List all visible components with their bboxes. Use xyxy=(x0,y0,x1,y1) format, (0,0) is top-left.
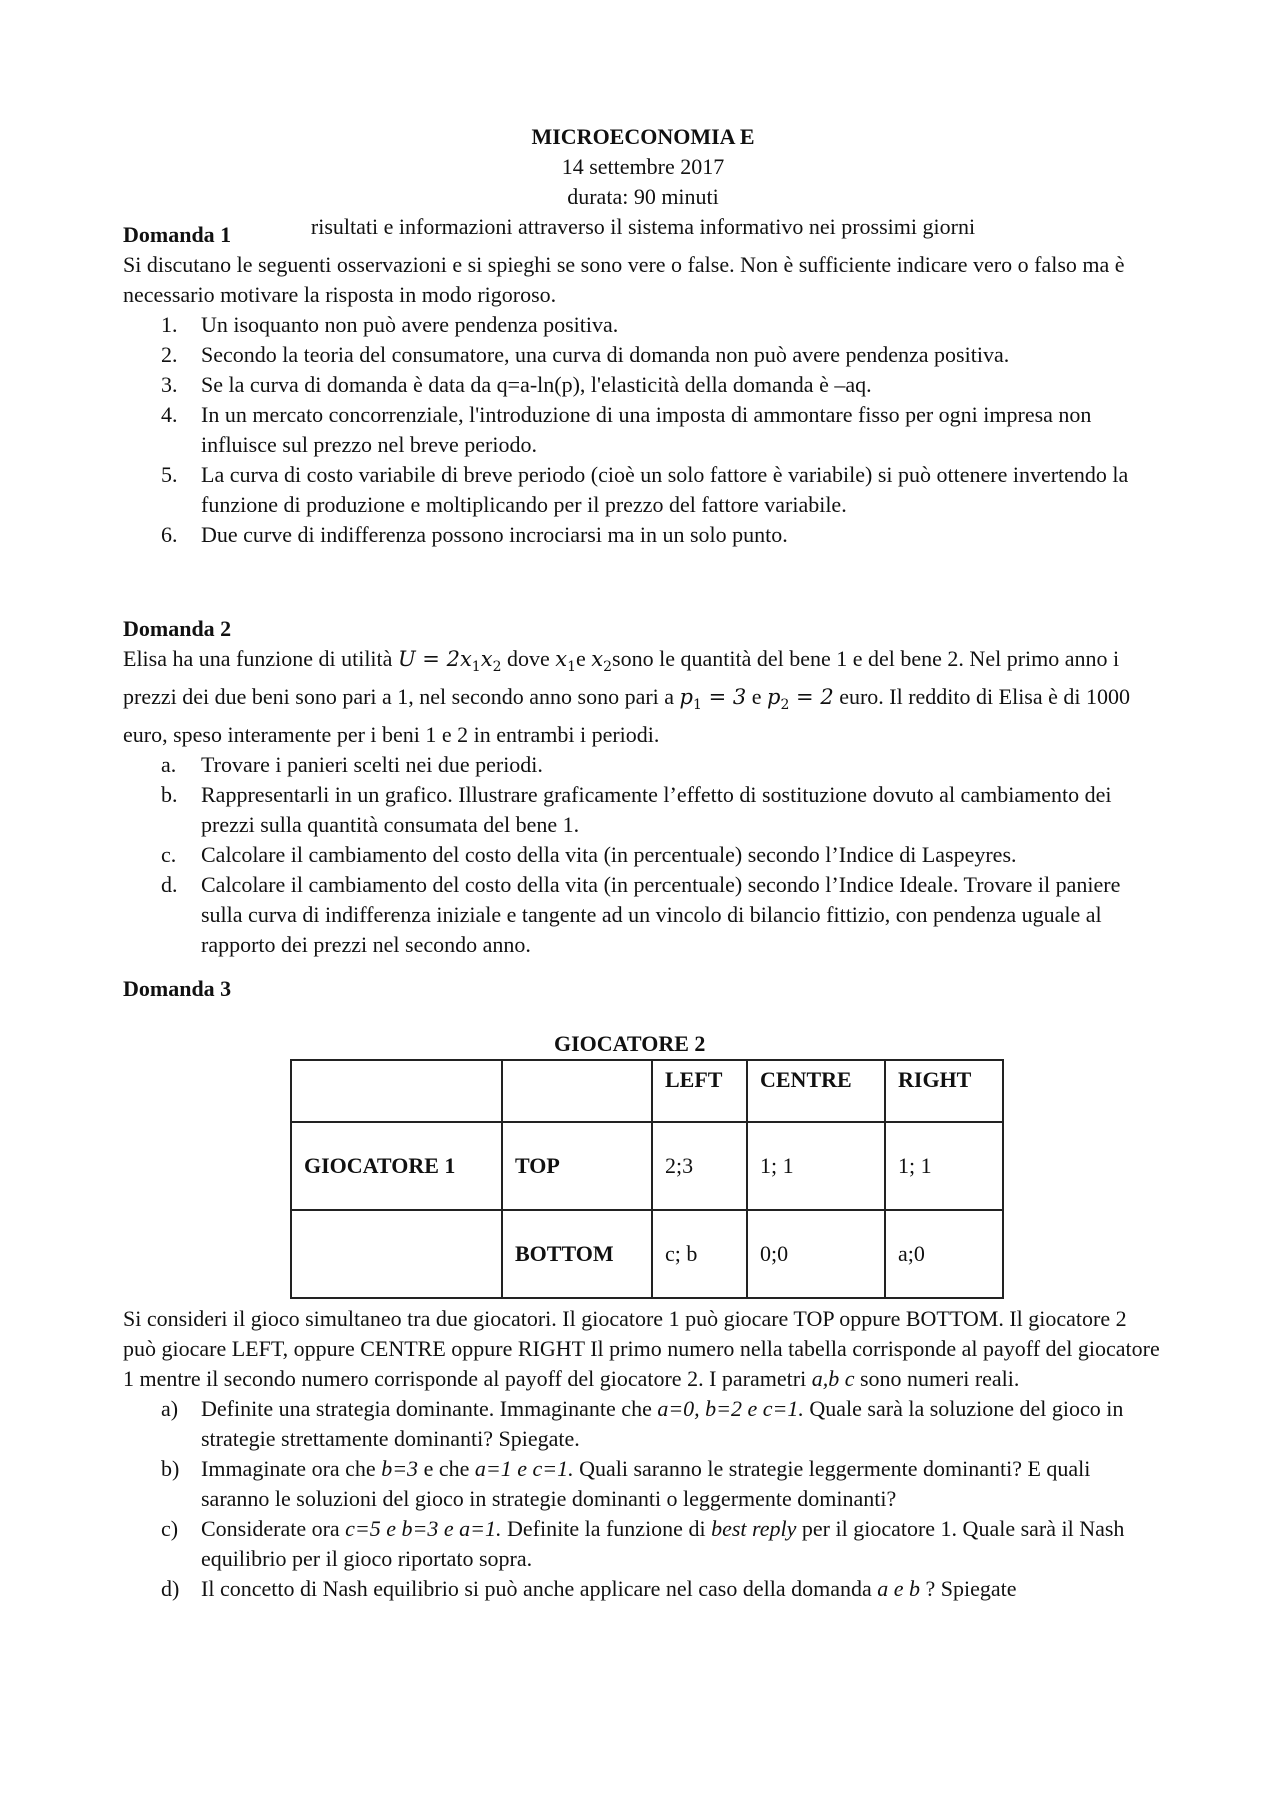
col-left: LEFT xyxy=(652,1060,747,1122)
payoff-cell: c; b xyxy=(652,1210,747,1298)
list-item: 3. Se la curva di domanda è data da q=a-ln(p), l'elasticità della domanda è –aq. xyxy=(161,372,872,397)
question-1-list xyxy=(123,310,1163,550)
list-item: 6. Due curve di indifferenza possono incrociarsi ma in un solo punto. xyxy=(161,522,788,547)
question-2-title: Domanda 2 xyxy=(123,616,232,641)
payoff-table xyxy=(290,1059,1004,1299)
list-item: a) Definite una strategia dominante. Immaginante che a=0, b=2 e c=1. Quale sarà la soluzione del gioco in strategie strettamente dominanti? Spiegate. xyxy=(161,1396,1124,1451)
exam-title: MICROECONOMIA E xyxy=(531,124,755,149)
list-item: b. Rappresentarli in un grafico. Illustrare graficamente l’effetto di sostituzione dovuto al cambiamento dei prezzi sulla quantità consumata del bene 1. xyxy=(161,782,1112,838)
question-1 xyxy=(123,220,1163,550)
list-item: a. Trovare i panieri scelti nei due periodi. xyxy=(161,752,543,778)
question-1-intro: Si discutano le seguenti osservazioni e si spieghi se sono vere o false. Non è sufficiente indicare vero o falso ma è necessario motivare la risposta in modo rigoroso. xyxy=(123,252,1125,307)
question-2 xyxy=(123,614,1163,960)
question-3-intro: Si consideri il gioco simultaneo tra due giocatori. Il giocatore 1 può giocare TOP oppure BOTTOM. Il giocatore 2 può giocare LEFT, oppure CENTRE oppure RIGHT Il primo numero nella tabella corrisponde al payoff del giocatore 1 mentre il secondo numero corrisponde al payoff del giocatore 2. I parametri a,b c sono numeri reali. xyxy=(123,1306,1160,1391)
question-3-body xyxy=(123,1304,1163,1604)
question-3-list xyxy=(123,1394,1163,1604)
exam-date: 14 settembre 2017 xyxy=(561,154,725,179)
list-item: c) Considerate ora c=5 e b=3 e a=1. Definite la funzione di best reply per il giocatore 1. Quale sarà il Nash equilibrio per il gioco riportato sopra. xyxy=(161,1516,1125,1571)
payoff-cell: 0;0 xyxy=(747,1210,885,1298)
row-top-label: TOP xyxy=(502,1122,652,1210)
question-2-list xyxy=(123,750,1163,960)
list-item: d) Il concetto di Nash equilibrio si può anche applicare nel caso della domanda a e b ? Spiegate xyxy=(161,1576,1017,1601)
exam-note: risultati e informazioni attraverso il sistema informativo nei prossimi giorni xyxy=(310,214,976,239)
exam-duration: durata: 90 minuti xyxy=(567,184,719,209)
payoff-cell: 2;3 xyxy=(652,1122,747,1210)
question-2-intro: Elisa ha una funzione di utilità $U = 2x_1x_2$ dove $x_1e$ $x_2sono$ le quantità del bene 1 e del bene 2. Nel primo anno i prezzi dei due beni sono pari a 1, nel secondo anno sono pari a $p_1 = 3$ e $p_2 = 2$ euro. Il reddito di Elisa è di 1000 euro, speso interamente per i beni 1 e 2 in entrambi i periodi. xyxy=(123,646,1131,748)
payoff-cell: 1; 1 xyxy=(885,1122,1003,1210)
list-item: d. Calcolare il cambiamento del costo della vita (in percentuale) secondo l’Indice Ideale. Trovare il paniere sulla curva di indifferenza iniziale e tangente ad un vincolo di bilancio fittizio, con pendenza uguale al rapporto dei prezzi nel secondo anno. xyxy=(161,872,1121,958)
row-bottom-label: BOTTOM xyxy=(502,1210,652,1298)
table-row xyxy=(291,1210,1003,1298)
payoff-cell: 1; 1 xyxy=(747,1122,885,1210)
col-centre: CENTRE xyxy=(747,1060,885,1122)
list-item: c. Calcolare il cambiamento del costo della vita (in percentuale) secondo l’Indice di Laspeyres. xyxy=(161,842,1017,868)
table-row xyxy=(291,1122,1003,1210)
list-item: 2. Secondo la teoria del consumatore, una curva di domanda non può avere pendenza positiva. xyxy=(161,342,1010,367)
list-item: 5. La curva di costo variabile di breve periodo (cioè un solo fattore è variabile) si può ottenere invertendo la funzione di produzione e moltiplicando per il prezzo del fattore variabile. xyxy=(161,462,1129,517)
player-1-label: GIOCATORE 1 xyxy=(291,1122,502,1210)
list-item: 1. Un isoquanto non può avere pendenza positiva. xyxy=(161,312,619,337)
list-item: b) Immaginate ora che b=3 e che a=1 e c=1. Quali saranno le strategie leggermente dominanti? E quali saranno le soluzioni del gioco in strategie dominanti o leggermente dominanti? xyxy=(161,1456,1091,1511)
player-2-label: GIOCATORE 2 xyxy=(554,1031,706,1056)
col-right: RIGHT xyxy=(885,1060,1003,1122)
utility-formula: $U = 2x_1x_2$ xyxy=(397,647,502,676)
list-item: 4. In un mercato concorrenziale, l'introduzione di una imposta di ammontare fisso per ogni impresa non influisce sul prezzo nel breve periodo. xyxy=(161,402,1092,457)
question-3-title: Domanda 3 xyxy=(123,976,232,1001)
payoff-cell: a;0 xyxy=(885,1210,1003,1298)
table-row xyxy=(291,1060,1003,1122)
question-1-title: Domanda 1 xyxy=(123,222,232,247)
